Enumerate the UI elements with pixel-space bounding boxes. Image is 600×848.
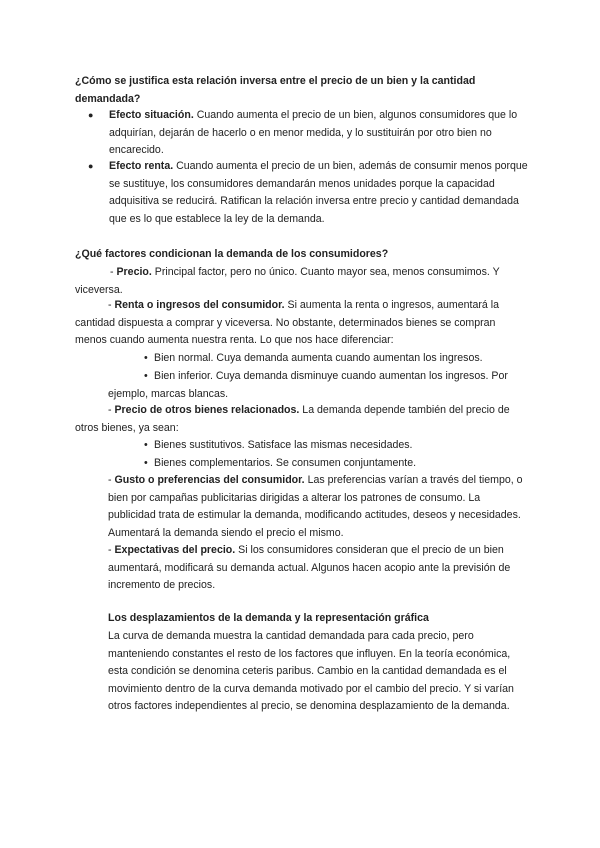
bullet-icon: ● [88,161,94,171]
factor-text: Si los consumidores consideran que el precio de un bien aumentará, modificará su demanda actual. Algunos hacen acopio ante la previsión de incremento de precios. [108,544,511,592]
bullet-icon: ● [88,110,94,120]
factor-precio: - Precio. Principal factor, pero no único. Cuanto mayor sea, menos consumimos. Y viceversa. [75,266,500,296]
bullet-text: Cuando aumenta el precio de un bien, algunos consumidores que lo adquirían, dejarán de hacerlo o en menor medida, y lo sustituirán por otro bien no encarecido. [109,109,518,157]
bullet-term: Efecto renta. [109,160,174,172]
section-3-text: La curva de demanda muestra la cantidad demandada para cada precio, pero manteniendo constantes el resto de los factores que influyen. En la teoría económica, esta condición se denomina ceteris paribus. Cambio en la cantidad demandada es el movimiento dentro de la curva demanda motivado por el cambio del precio. Y si varían otros factores independientes al precio, se denomina desplazamiento de la demanda. [108,630,514,713]
section-3-title: Los desplazamientos de la demanda y la representación gráfica [108,612,429,624]
factor-term: Gusto o preferencias del consumidor. [114,474,305,486]
factor-otros-bienes: - Precio de otros bienes relacionados. La demanda depende también del precio de otros bienes, ya sean: [75,404,510,434]
otros-item-sustitutivos: Bienes sustitutivos. Satisface las mismas necesidades. [154,439,413,451]
sub-bullet-icon: • [144,370,148,382]
question-1-title: ¿Cómo se justifica esta relación inversa entre el precio de un bien y la cantidad demandada? [75,75,476,105]
bullet-efecto-renta [109,158,529,228]
factor-gusto: - Gusto o preferencias del consumidor. Las preferencias varían a través del tiempo, o bien por campañas publicitarias dirigidas a alterar los patrones de consumo. La publicidad trata de estimular la demanda, modificando actitudes, deseos y necesidades. Aumentará la demanda siendo el precio el mismo. [108,474,523,539]
factor-text: Principal factor, pero no único. Cuanto mayor sea, menos consumimos. Y viceversa. [75,266,500,296]
sub-bullet-icon: • [144,352,148,364]
renta-item-normal: Bien normal. Cuya demanda aumenta cuando aumentan los ingresos. [154,352,483,364]
factor-term: Precio. [116,266,152,278]
question-2-title: ¿Qué factores condicionan la demanda de los consumidores? [75,248,389,260]
factor-term: Renta o ingresos del consumidor. [114,299,285,311]
renta-item-inferior: Bien inferior. Cuya demanda disminuye cuando aumentan los ingresos. Por ejemplo, marcas blancas. [108,370,508,400]
factor-term: Expectativas del precio. [114,544,236,556]
bullet-term: Efecto situación. [109,109,194,121]
factor-renta: - Renta o ingresos del consumidor. Si aumenta la renta o ingresos, aumentará la cantidad dispuesta a comprar y viceversa. No obstante, determinados bienes se compran menos cuando aumenta nuestra renta. Lo que nos hace diferenciar: [75,299,499,347]
factor-text: Si aumenta la renta o ingresos, aumentará la cantidad dispuesta a comprar y viceversa. No obstante, determinados bienes se compran menos cuando aumenta nuestra renta. Lo que nos hace diferenciar: [75,299,499,347]
bullet-efecto-situacion [109,107,529,160]
factor-text: La demanda depende también del precio de otros bienes, ya sean: [75,404,510,434]
factor-term: Precio de otros bienes relacionados. [114,404,300,416]
sub-bullet-icon: • [144,457,148,469]
factor-text: Las preferencias varían a través del tiempo, o bien por campañas publicitarias dirigidas a alterar los patrones de consumo. La publicidad trata de estimular la demanda, modificando actitudes, deseos y necesidades. Aumentará la demanda siendo el precio el mismo. [108,474,523,539]
sub-bullet-icon: • [144,439,148,451]
bullet-text: Cuando aumenta el precio de un bien, además de consumir menos porque se sustituye, los consumidores demandarán menos unidades porque la capacidad adquisitiva se reducirá. Ratifican la relación inversa entre precio y cantidad demandada que es lo que establece la ley de la demanda. [109,160,528,225]
factor-expectativas: - Expectativas del precio. Si los consumidores consideran que el precio de un bien aumentará, modificará su demanda actual. Algunos hacen acopio ante la previsión de incremento de precios. [108,544,511,592]
otros-item-complementarios: Bienes complementarios. Se consumen conjuntamente. [154,457,417,469]
